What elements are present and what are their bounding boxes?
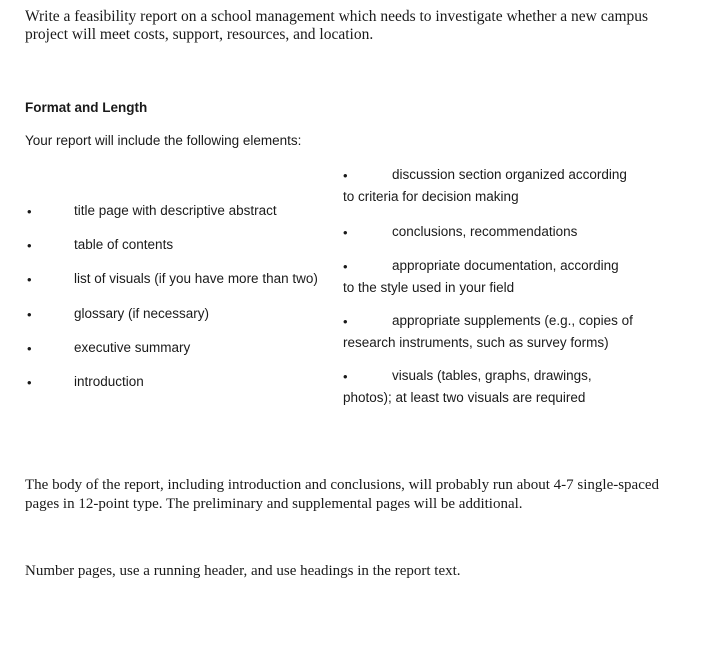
list-item xyxy=(343,365,592,409)
body-length-paragraph: The body of the report, including introduction and conclusions, will probably run about 4-7 single-spaced pages in 12-point type. The preliminary and supplemental pages will be additional. xyxy=(25,477,660,512)
bullet-icon: • xyxy=(343,225,348,240)
bullet-icon: • xyxy=(27,307,32,322)
bullet-icon: • xyxy=(27,204,32,219)
formatting-instructions: Number pages, use a running header, and use headings in the report text. xyxy=(25,563,461,579)
list-item: executive summary xyxy=(74,340,191,355)
list-item-line: conclusions, recommendations xyxy=(392,224,578,239)
list-item-line: to criteria for decision making xyxy=(343,189,519,204)
list-item xyxy=(343,164,627,208)
bullet-icon: • xyxy=(27,272,32,287)
bullet-icon: • xyxy=(27,375,32,390)
list-item-line: appropriate documentation, according xyxy=(392,258,619,273)
bullet-icon: • xyxy=(343,369,348,384)
list-item-line: to the style used in your field xyxy=(343,280,515,295)
list-item: title page with descriptive abstract xyxy=(74,203,277,218)
list-item: list of visuals (if you have more than two) xyxy=(74,271,318,286)
section-intro: Your report will include the following elements: xyxy=(25,133,302,148)
list-item-line: visuals (tables, graphs, drawings, xyxy=(392,368,592,383)
bullet-icon: • xyxy=(343,314,348,329)
list-item-line: discussion section organized according xyxy=(392,167,627,182)
list-item xyxy=(343,310,633,354)
list-item: glossary (if necessary) xyxy=(74,306,210,321)
section-heading: Format and Length xyxy=(25,100,148,115)
bullet-icon: • xyxy=(27,238,32,253)
bullet-icon: • xyxy=(343,259,348,274)
bullet-icon: • xyxy=(343,168,348,183)
bullet-icon: • xyxy=(27,341,32,356)
list-item-line: photos); at least two visuals are required xyxy=(343,390,586,405)
list-item-line: research instruments, such as survey forms) xyxy=(343,335,609,350)
list-item: introduction xyxy=(74,374,144,389)
list-item xyxy=(343,255,619,299)
assignment-prompt: Write a feasibility report on a school management which needs to investigate whether a new campus project will meet costs, support, resources, and location. xyxy=(25,8,649,43)
list-item-line: appropriate supplements (e.g., copies of xyxy=(392,313,633,328)
list-item: table of contents xyxy=(74,237,174,252)
list-item xyxy=(343,221,577,243)
